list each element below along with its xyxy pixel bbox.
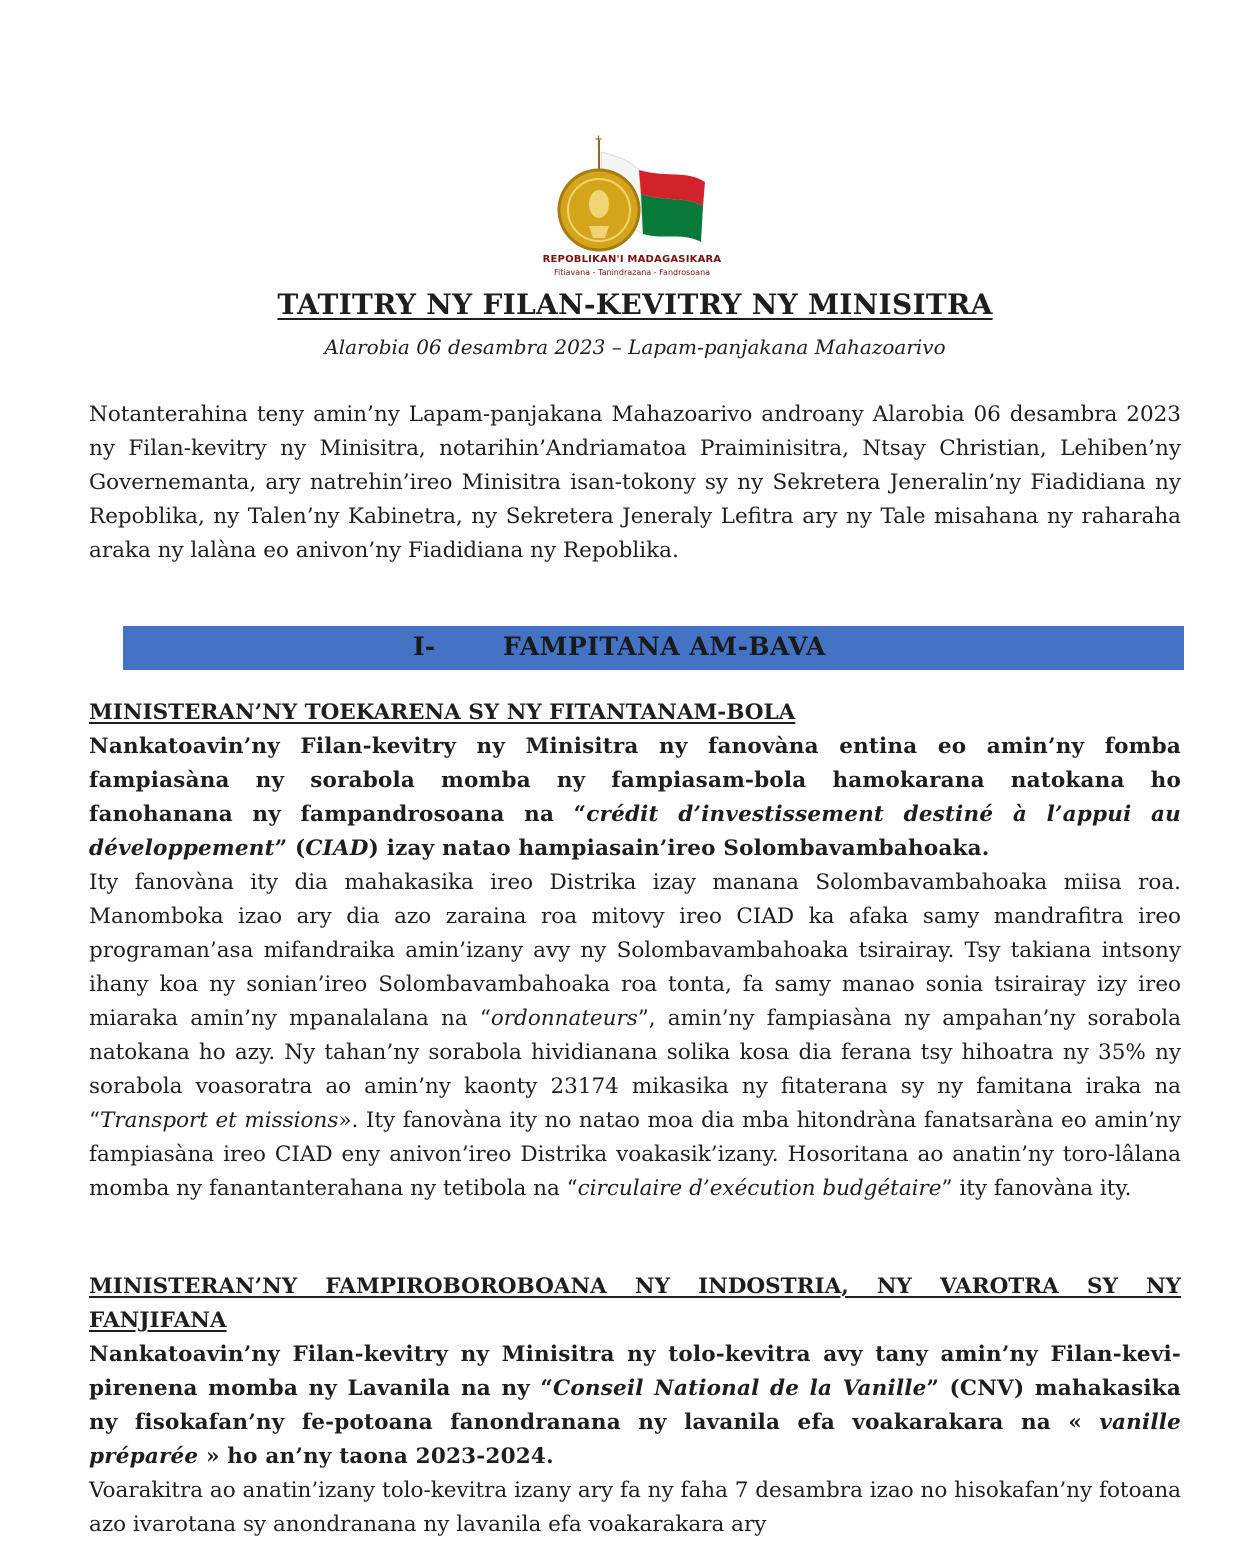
ministry2-heading-line2: FANJIFANA <box>89 1308 227 1333</box>
ministry1-lead-text-a: Nankatoavin’ny Filan-kevitry ny Minisitra ny fanovàna entina eo amin’ny fomba fampiasàna ny sorabola momba ny fampiasam-bola hamokarana natokana ho fanohanana ny fampandrosoana na “ <box>89 734 1181 827</box>
ministry1-body-text-c: ». Ity fanovàna ity no natao moa dia mba hitondràna fanatsaràna eo amin’ny fampiasàna ireo CIAD eny anivon’ireo Distrika voakasik’izany. Hosoritana ao anatin’ny toro-lâlana momba ny fanantanterahana ny tetibola na “ <box>89 1108 1181 1201</box>
ministry2-lead-text-a: Nankatoavin’ny Filan-kevitry ny Minisitra ny tolo-kevitra avy tany amin’ny Filan-kevi-pirenena momba ny Lavanila na ny “ <box>89 1342 1181 1401</box>
ministry1-lead-text-b: ” ( <box>274 836 306 861</box>
ministry1-heading: MINISTERAN’NY TOEKARENA SY NY FITANTANAM-BOLA <box>89 700 796 725</box>
ministry1-body-paragraph <box>89 866 1181 1206</box>
ministry2-lead-paragraph <box>89 1338 1181 1474</box>
ministry2-heading-line1: MINISTERAN’NY FAMPIROBOROBOANA NY INDOSTRIA, NY VAROTRA SY NY <box>89 1274 1181 1299</box>
section-number: I- <box>413 632 436 661</box>
page-subtitle: Alarobia 06 desambra 2023 – Lapam-panjakana Mahazoarivo <box>324 335 946 359</box>
republic-emblem <box>517 130 747 280</box>
ministry1-lead-emphasis-ciad: CIAD <box>305 836 369 861</box>
ministry2-lead-emphasis-vanille: vanille préparée <box>89 1410 1181 1469</box>
ministry1-lead-paragraph <box>89 730 1181 866</box>
emblem-seal-flag-icon <box>517 130 747 254</box>
ministry1-lead-emphasis-ciad-full: crédit d’investissement destiné à l’appui au développement <box>89 802 1181 861</box>
emblem-motto: Fitiavana - Tanindrazana - Fandrosoana <box>553 268 711 277</box>
emblem-name: REPOBLIKAN'I MADAGASIKARA <box>542 254 722 265</box>
ministry1-body-emphasis-transport: Transport et missions <box>100 1108 339 1133</box>
section-banner <box>123 626 1184 670</box>
ministry2-lead-emphasis-cnv: Conseil National de la Vanille <box>553 1376 927 1401</box>
ministry1-body-text-a: Ity fanovàna ity dia mahakasika ireo Distrika izay manana Solombavambahoaka miisa roa. Manomboka izao ary dia azo zaraina roa mitovy ireo CIAD ka afaka samy mandrafitra ireo programan’asa mifandraika amin’izany avy ny Solombavambahoaka tsirairay. Tsy takiana intsony ihany koa ny sonian’ireo Solombavambahoaka roa tonta, fa samy manao sonia tsirairay izy ireo miaraka amin’ny mpanalalana na “ <box>89 870 1181 1031</box>
ministry2-lead-text-b: ” (CNV) mahakasika ny fisokafan’ny fe-potoana fanondranana ny lavanila efa voakarakara na « <box>89 1376 1181 1435</box>
intro-paragraph: Notanterahina teny amin’ny Lapam-panjakana Mahazoarivo androany Alarobia 06 desambra 2023 ny Filan-kevitry ny Minisitra, notarihin’Andriamatoa Praiminisitra, Ntsay Christian, Lehiben’ny Governemanta, ary natrehin’ireo Minisitra isan-tokony sy ny Sekretera Jeneralin’ny Fiadidiana ny Repoblika, ny Talen’ny Kabinetra, ny Sekretera Jeneraly Lefitra ary ny Tale misahana ny raharaha araka ny lalàna eo anivon’ny Fiadidiana ny Repoblika. <box>89 402 1181 563</box>
ministry1-body-text-b: ”, amin’ny fampiasàna ny ampahan’ny sorabola natokana ho azy. Ny tahan’ny sorabola hividianana solika kosa dia ferana tsy hihoatra ny 35% ny sorabola voasoratra ao amin’ny kaonty 23174 mikasika ny fitaterana sy ny famitana iraka na “ <box>89 1006 1181 1133</box>
svg-text:†: † <box>595 134 602 150</box>
ministry2-body-paragraph: Voarakitra ao anatin’izany tolo-kevitra izany ary fa ny faha 7 desambra izao no hisokafan’ny fotoana azo ivarotana sy anondranana ny lavanila efa voakarakara ary <box>89 1478 1181 1537</box>
ministry1-lead-text-c: ) izay natao hampiasain’ireo Solombavambahoaka. <box>368 836 990 861</box>
ministry2-lead-text-c: » ho an’ny taona 2023-2024. <box>198 1444 554 1469</box>
ministry1-body-emphasis-ordonnateurs: ordonnateurs <box>490 1006 638 1031</box>
page-title: TATITRY NY FILAN-KEVITRY NY MINISITRA <box>277 288 993 321</box>
section-title: FAMPITANA AM-BAVA <box>503 632 826 661</box>
ministry1-body-text-d: ” ity fanovàna ity. <box>941 1176 1132 1201</box>
ministry1-body-emphasis-circulaire: circulaire d’exécution budgétaire <box>577 1176 942 1201</box>
